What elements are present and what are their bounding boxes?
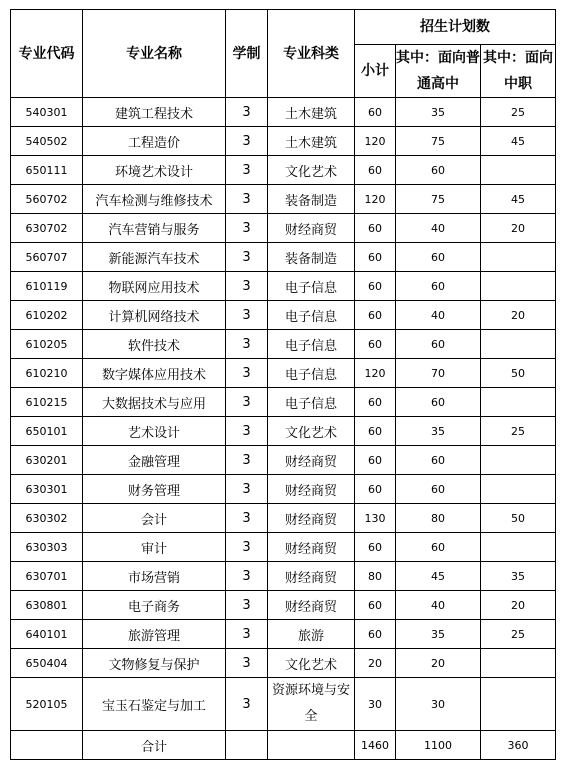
cell-years: 3 <box>226 649 268 678</box>
cell-code: 560707 <box>11 243 83 272</box>
cell-subtotal: 30 <box>355 678 396 731</box>
cell-years: 3 <box>226 127 268 156</box>
cell-general: 60 <box>396 475 481 504</box>
cell-vocational: 20 <box>481 214 556 243</box>
cell-name: 汽车检测与维修技术 <box>83 185 226 214</box>
cell-name: 软件技术 <box>83 330 226 359</box>
cell-years: 3 <box>226 678 268 731</box>
cell-name: 财务管理 <box>83 475 226 504</box>
cell-subtotal: 60 <box>355 243 396 272</box>
header-plan: 招生计划数 <box>355 10 556 45</box>
cell-code: 630201 <box>11 446 83 475</box>
cell-vocational: 45 <box>481 185 556 214</box>
cell-general: 40 <box>396 214 481 243</box>
cell-subtotal: 60 <box>355 591 396 620</box>
cell-code: 560702 <box>11 185 83 214</box>
table-row <box>11 533 556 562</box>
cell-years: 3 <box>226 417 268 446</box>
cell-vocational <box>481 272 556 301</box>
total-general: 1100 <box>396 731 481 760</box>
cell-category: 文化艺术 <box>268 156 355 185</box>
cell-years: 3 <box>226 330 268 359</box>
cell-subtotal: 60 <box>355 156 396 185</box>
cell-code: 610202 <box>11 301 83 330</box>
cell-subtotal: 60 <box>355 301 396 330</box>
cell-subtotal: 20 <box>355 649 396 678</box>
cell-years: 3 <box>226 185 268 214</box>
cell-years: 3 <box>226 504 268 533</box>
table-row <box>11 591 556 620</box>
cell-category: 资源环境与安全 <box>268 678 355 731</box>
cell-years: 3 <box>226 156 268 185</box>
cell-code: 610210 <box>11 359 83 388</box>
cell-category: 电子信息 <box>268 272 355 301</box>
cell-years: 3 <box>226 446 268 475</box>
cell-years: 3 <box>226 214 268 243</box>
table-row <box>11 678 556 731</box>
cell-name: 数字媒体应用技术 <box>83 359 226 388</box>
cell-general: 60 <box>396 533 481 562</box>
cell-name: 金融管理 <box>83 446 226 475</box>
table-row <box>11 446 556 475</box>
cell-category: 文化艺术 <box>268 417 355 446</box>
table-row <box>11 330 556 359</box>
cell-code: 630301 <box>11 475 83 504</box>
cell-name: 文物修复与保护 <box>83 649 226 678</box>
cell-code: 630302 <box>11 504 83 533</box>
cell-vocational: 25 <box>481 98 556 127</box>
cell-category: 旅游 <box>268 620 355 649</box>
table-row <box>11 272 556 301</box>
table-row <box>11 98 556 127</box>
cell-code: 640101 <box>11 620 83 649</box>
cell-code: 610215 <box>11 388 83 417</box>
cell-years: 3 <box>226 243 268 272</box>
cell-general: 40 <box>396 301 481 330</box>
cell-name: 计算机网络技术 <box>83 301 226 330</box>
table-row <box>11 475 556 504</box>
cell-category: 装备制造 <box>268 185 355 214</box>
table-row <box>11 185 556 214</box>
cell-subtotal: 60 <box>355 272 396 301</box>
cell-code: 540301 <box>11 98 83 127</box>
cell-category: 财经商贸 <box>268 446 355 475</box>
cell-years: 3 <box>226 388 268 417</box>
table-row <box>11 214 556 243</box>
total-subtotal: 1460 <box>355 731 396 760</box>
header-general: 其中：面向普通高中 <box>396 45 481 98</box>
table-row <box>11 156 556 185</box>
cell-general: 70 <box>396 359 481 388</box>
cell-subtotal: 60 <box>355 388 396 417</box>
cell-subtotal: 80 <box>355 562 396 591</box>
cell-subtotal: 120 <box>355 359 396 388</box>
cell-subtotal: 60 <box>355 330 396 359</box>
cell-vocational <box>481 475 556 504</box>
cell-name: 工程造价 <box>83 127 226 156</box>
cell-name: 建筑工程技术 <box>83 98 226 127</box>
cell-general: 35 <box>396 417 481 446</box>
cell-name: 艺术设计 <box>83 417 226 446</box>
table-row <box>11 301 556 330</box>
cell-years: 3 <box>226 562 268 591</box>
cell-subtotal: 120 <box>355 185 396 214</box>
header-vocational: 其中：面向中职 <box>481 45 556 98</box>
cell-vocational <box>481 533 556 562</box>
header-category: 专业科类 <box>268 10 355 98</box>
cell-subtotal: 60 <box>355 417 396 446</box>
cell-general: 75 <box>396 185 481 214</box>
cell-category: 文化艺术 <box>268 649 355 678</box>
cell-code: 610119 <box>11 272 83 301</box>
cell-subtotal: 60 <box>355 214 396 243</box>
cell-subtotal: 60 <box>355 620 396 649</box>
cell-general: 20 <box>396 649 481 678</box>
total-code <box>11 731 83 760</box>
table-row <box>11 504 556 533</box>
cell-years: 3 <box>226 98 268 127</box>
cell-years: 3 <box>226 301 268 330</box>
table-row <box>11 388 556 417</box>
cell-general: 30 <box>396 678 481 731</box>
cell-category: 财经商贸 <box>268 533 355 562</box>
cell-subtotal: 60 <box>355 98 396 127</box>
cell-category: 电子信息 <box>268 359 355 388</box>
cell-code: 630303 <box>11 533 83 562</box>
table-row <box>11 417 556 446</box>
cell-category: 电子信息 <box>268 388 355 417</box>
cell-name: 大数据技术与应用 <box>83 388 226 417</box>
table-row <box>11 620 556 649</box>
cell-code: 610205 <box>11 330 83 359</box>
cell-years: 3 <box>226 475 268 504</box>
cell-vocational <box>481 388 556 417</box>
total-years <box>226 731 268 760</box>
cell-vocational: 35 <box>481 562 556 591</box>
cell-years: 3 <box>226 359 268 388</box>
cell-name: 汽车营销与服务 <box>83 214 226 243</box>
total-label: 合计 <box>83 731 226 760</box>
cell-vocational: 45 <box>481 127 556 156</box>
cell-name: 物联网应用技术 <box>83 272 226 301</box>
cell-general: 35 <box>396 98 481 127</box>
cell-general: 35 <box>396 620 481 649</box>
cell-name: 市场营销 <box>83 562 226 591</box>
cell-category: 财经商贸 <box>268 214 355 243</box>
cell-general: 60 <box>396 388 481 417</box>
cell-years: 3 <box>226 272 268 301</box>
cell-years: 3 <box>226 533 268 562</box>
cell-general: 60 <box>396 156 481 185</box>
cell-category: 土木建筑 <box>268 127 355 156</box>
cell-vocational <box>481 243 556 272</box>
table-row <box>11 127 556 156</box>
cell-name: 宝玉石鉴定与加工 <box>83 678 226 731</box>
cell-name: 环境艺术设计 <box>83 156 226 185</box>
header-code: 专业代码 <box>11 10 83 98</box>
cell-name: 新能源汽车技术 <box>83 243 226 272</box>
total-vocational: 360 <box>481 731 556 760</box>
cell-general: 75 <box>396 127 481 156</box>
cell-code: 630701 <box>11 562 83 591</box>
cell-subtotal: 60 <box>355 446 396 475</box>
cell-name: 旅游管理 <box>83 620 226 649</box>
cell-name: 审计 <box>83 533 226 562</box>
cell-general: 60 <box>396 272 481 301</box>
cell-name: 电子商务 <box>83 591 226 620</box>
cell-years: 3 <box>226 591 268 620</box>
cell-vocational <box>481 446 556 475</box>
cell-code: 520105 <box>11 678 83 731</box>
cell-subtotal: 120 <box>355 127 396 156</box>
enrollment-plan-table <box>10 9 556 760</box>
cell-code: 630702 <box>11 214 83 243</box>
table-body <box>11 98 556 731</box>
cell-subtotal: 60 <box>355 533 396 562</box>
total-category <box>268 731 355 760</box>
cell-vocational: 50 <box>481 359 556 388</box>
cell-code: 650404 <box>11 649 83 678</box>
header-subtotal: 小计 <box>355 45 396 98</box>
table-row <box>11 359 556 388</box>
table-row <box>11 562 556 591</box>
cell-vocational: 50 <box>481 504 556 533</box>
cell-vocational <box>481 678 556 731</box>
cell-general: 80 <box>396 504 481 533</box>
cell-code: 650111 <box>11 156 83 185</box>
cell-subtotal: 60 <box>355 475 396 504</box>
header-years: 学制 <box>226 10 268 98</box>
cell-code: 630801 <box>11 591 83 620</box>
cell-category: 装备制造 <box>268 243 355 272</box>
cell-general: 45 <box>396 562 481 591</box>
cell-vocational: 25 <box>481 417 556 446</box>
cell-years: 3 <box>226 620 268 649</box>
cell-general: 60 <box>396 243 481 272</box>
cell-vocational <box>481 156 556 185</box>
cell-category: 电子信息 <box>268 330 355 359</box>
total-row <box>11 731 556 760</box>
cell-category: 财经商贸 <box>268 504 355 533</box>
cell-vocational <box>481 330 556 359</box>
cell-category: 电子信息 <box>268 301 355 330</box>
table-row <box>11 649 556 678</box>
cell-vocational: 25 <box>481 620 556 649</box>
cell-category: 土木建筑 <box>268 98 355 127</box>
cell-subtotal: 130 <box>355 504 396 533</box>
cell-code: 650101 <box>11 417 83 446</box>
cell-code: 540502 <box>11 127 83 156</box>
cell-name: 会计 <box>83 504 226 533</box>
cell-category: 财经商贸 <box>268 591 355 620</box>
cell-category: 财经商贸 <box>268 475 355 504</box>
cell-vocational: 20 <box>481 591 556 620</box>
cell-general: 60 <box>396 330 481 359</box>
cell-general: 40 <box>396 591 481 620</box>
cell-vocational <box>481 649 556 678</box>
table-row <box>11 243 556 272</box>
cell-category: 财经商贸 <box>268 562 355 591</box>
cell-vocational: 20 <box>481 301 556 330</box>
header-name: 专业名称 <box>83 10 226 98</box>
cell-general: 60 <box>396 446 481 475</box>
